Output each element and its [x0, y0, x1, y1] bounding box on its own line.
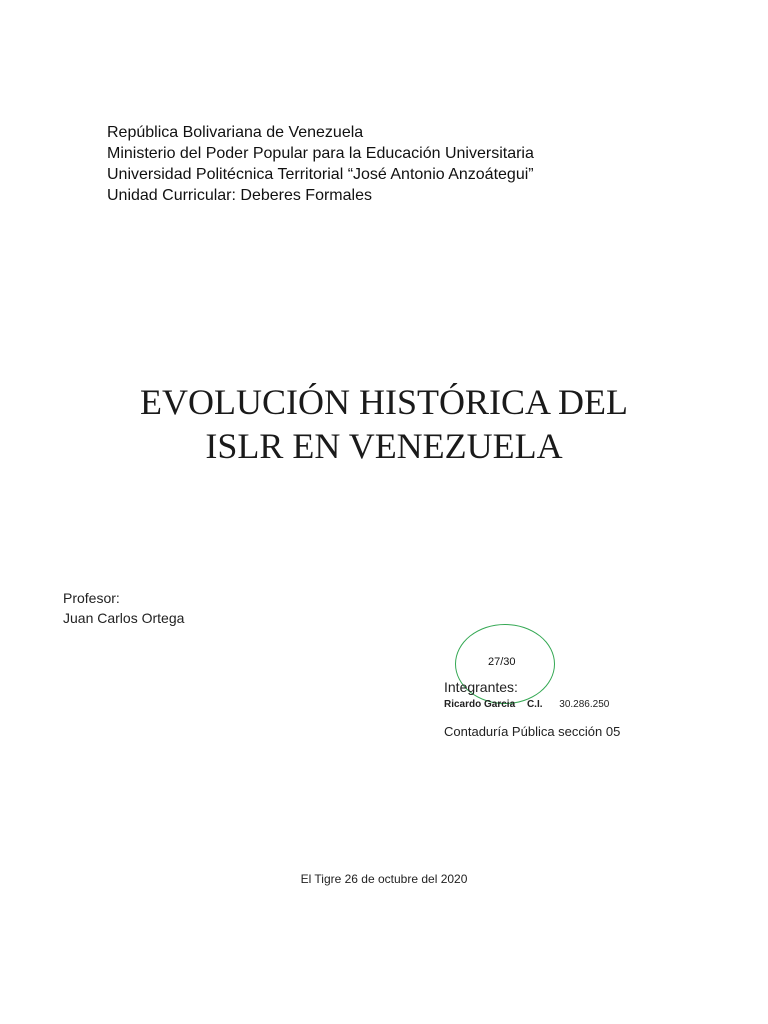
member-row: [444, 699, 609, 710]
professor-label: Profesor:: [63, 590, 120, 606]
professor-name: Juan Carlos Ortega: [63, 610, 185, 626]
title-line-1: EVOLUCIÓN HISTÓRICA DEL: [140, 382, 628, 422]
grade-text: 27/30: [488, 656, 516, 668]
header-line-university: Universidad Politécnica Territorial “José Antonio Anzoátegui”: [107, 166, 534, 183]
document-title: [0, 380, 768, 468]
members-label: Integrantes:: [444, 679, 518, 695]
title-line-2: ISLR EN VENEZUELA: [205, 426, 563, 466]
member-name: Ricardo Garcia: [444, 699, 516, 710]
member-ci-number: 30.286.250: [559, 699, 610, 710]
header-line-ministry: Ministerio del Poder Popular para la Educación Universitaria: [107, 145, 534, 162]
place-date: El Tigre 26 de octubre del 2020: [300, 872, 468, 886]
member-ci-label: C.I.: [526, 699, 543, 710]
header-line-republic: República Bolivariana de Venezuela: [107, 124, 364, 141]
institution-header: [107, 122, 534, 206]
header-line-course: Unidad Curricular: Deberes Formales: [107, 187, 372, 204]
program-section: Contaduría Pública sección 05: [444, 724, 621, 739]
professor-block: [63, 588, 184, 628]
